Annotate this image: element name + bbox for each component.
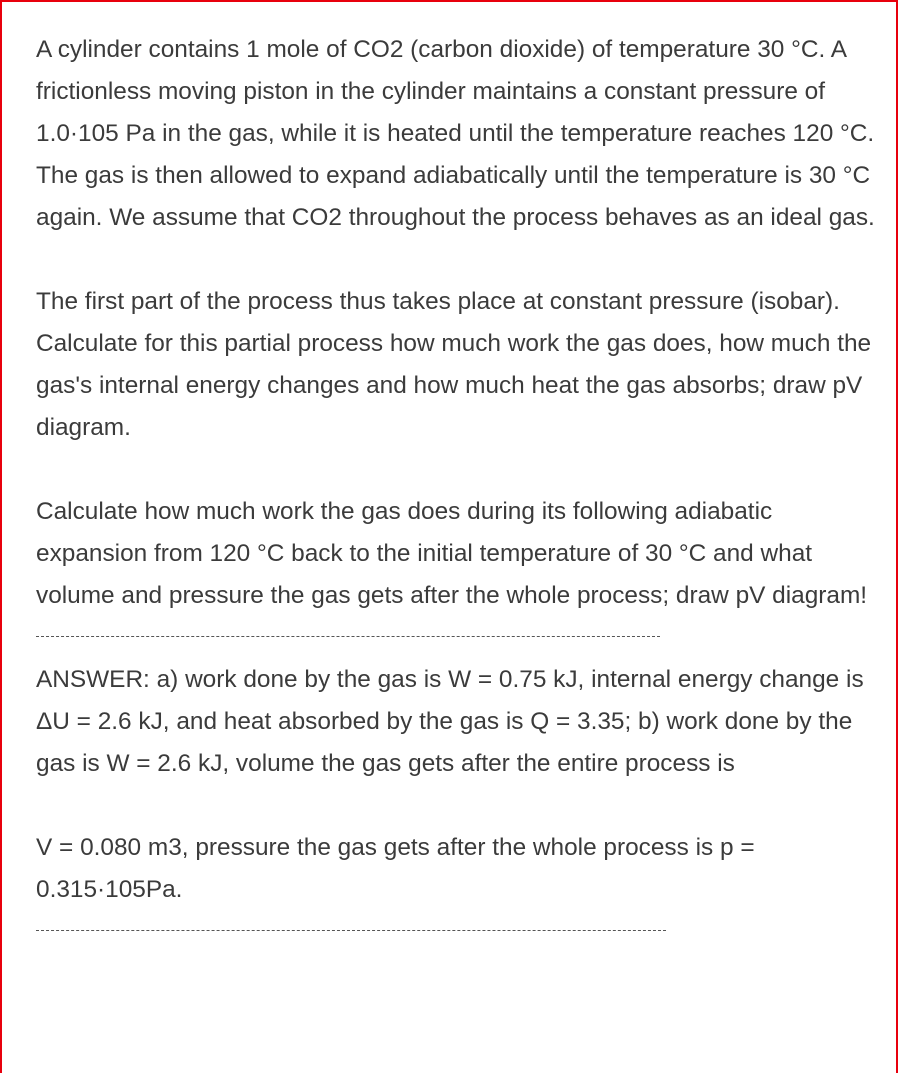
dashed-divider (36, 617, 876, 659)
problem-paragraph-3: Calculate how much work the gas does during its following adiabatic expansion from 120 °C back to the initial temperature of 30 °C and what volume and pressure the gas gets after the whole process; draw pV diagram! (36, 498, 868, 609)
answer-paragraph-2: V = 0.080 m3, pressure the gas gets after the whole process is p = 0.315·105Pa. (36, 834, 755, 903)
problem-paragraph-2: The first part of the process thus takes place at constant pressure (isobar). Calculate for this partial process how much work the gas does, how much the gas's internal energy changes and how much heat the gas absorbs; draw pV diagram. (36, 288, 872, 441)
answer-paragraph-1: ANSWER: a) work done by the gas is W = 0.75 kJ, internal energy change is ΔU = 2.6 kJ, and heat absorbed by the gas is Q = 3.35; b) work done by the gas is W = 2.6 kJ, volume the gas gets after the entire process is (36, 666, 864, 777)
dashed-divider-line (36, 930, 666, 931)
dashed-divider-line (36, 636, 660, 637)
paragraph-spacer (36, 785, 876, 827)
paragraph-spacer (36, 239, 876, 281)
problem-paragraph-1: A cylinder contains 1 mole of CO2 (carbon dioxide) of temperature 30 °C. A frictionless moving piston in the cylinder maintains a constant pressure of 1.0·105 Pa in the gas, while it is heated until the temperature reaches 120 °C. The gas is then allowed to expand adiabatically until the temperature is 30 °C again. We assume that CO2 throughout the process behaves as an ideal gas. (36, 36, 875, 231)
dashed-divider (36, 911, 876, 953)
paragraph-spacer (36, 449, 876, 491)
document-content (36, 29, 876, 953)
